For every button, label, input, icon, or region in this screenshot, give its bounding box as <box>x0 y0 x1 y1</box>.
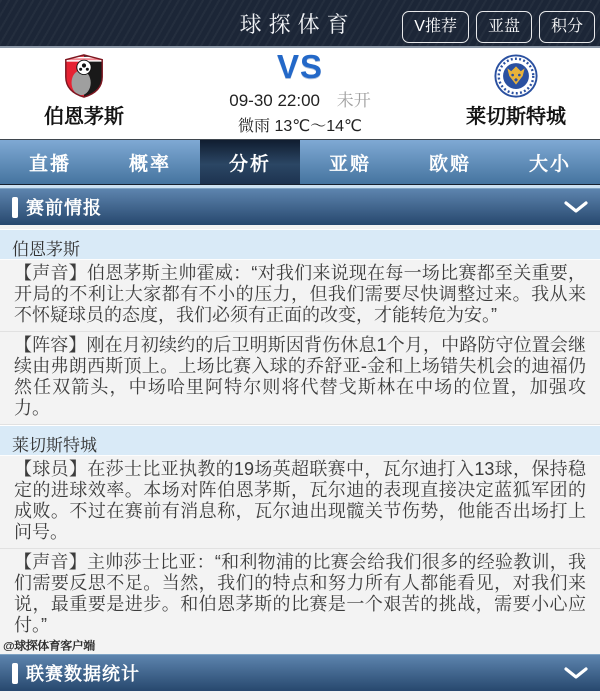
tab-over-under[interactable]: 大小 <box>528 153 571 175</box>
away-team-name: 莱切斯特城 <box>466 106 566 128</box>
standings-button[interactable]: 积分 <box>539 11 595 43</box>
section-header-league-stats[interactable] <box>0 654 600 691</box>
away-team-subheader: 莱切斯特城 <box>0 425 600 456</box>
tab-euro-odds[interactable]: 欧赔 <box>428 153 471 175</box>
kickoff-time-row <box>229 86 370 111</box>
home-team-name: 伯恩茅斯 <box>44 106 124 128</box>
home-lineup-paragraph: 【阵容】刚在月初续约的后卫明斯因背伤休息1个月，中路防守位置会继续由弗朗西斯顶上。上场比赛入球的乔舒亚-金和上场错失机会的迪福仍然任双箭头，中场哈里阿特尔则将代替戈斯林在中场的位置，加强攻力。 <box>0 332 600 425</box>
chevron-down-icon <box>564 201 588 214</box>
header-button-group <box>402 11 600 43</box>
source-credit: @球探体育客户端 <box>3 639 95 653</box>
section-marker-bar <box>12 663 18 684</box>
tab-analysis[interactable]: 分析 <box>200 140 300 184</box>
analysis-content <box>0 229 600 654</box>
weather-info: 微雨 13℃～14℃ <box>238 118 362 135</box>
away-team-crest-icon <box>493 53 539 99</box>
v-recommend-button[interactable]: V推荐 <box>402 11 469 43</box>
match-status-badge: 未开 <box>336 91 371 110</box>
app-title: 球探体育 <box>239 12 356 37</box>
match-info <box>168 48 432 139</box>
asian-handicap-button[interactable]: 亚盘 <box>476 11 532 43</box>
section-header-pre-match-intel[interactable] <box>0 188 600 225</box>
away-player-paragraph: 【球员】在莎士比亚执教的19场英超联赛中，瓦尔迪打入13球，保持稳定的进球效率。本场对阵伯恩茅斯，瓦尔迪的表现直接决定蓝狐军团的成败。不过在赛前有消息称，瓦尔迪出现髋关节伤势，他能否出场打上问号。 <box>0 456 600 549</box>
tab-probability[interactable]: 概率 <box>128 153 171 175</box>
match-header <box>0 48 600 139</box>
home-team-crest-icon <box>61 53 107 99</box>
vs-label: VS <box>276 48 324 85</box>
away-quote-paragraph: 【声音】主帅莎士比亚：“和利物浦的比赛会给我们很多的经验教训，我们需要反思不足。当然，我们的特点和努力所有人都能看见，对我们来说，最重要是进步。和伯恩茅斯的比赛是一个艰苦的挑战，需要小心应付。” <box>14 552 586 635</box>
section-marker-bar <box>12 197 18 218</box>
tab-asian-odds[interactable]: 亚赔 <box>328 153 371 175</box>
match-tab-bar <box>0 139 600 185</box>
away-team <box>432 48 600 139</box>
home-team <box>0 48 168 139</box>
kickoff-datetime: 09-30 22:00 <box>229 91 320 110</box>
home-team-subheader: 伯恩茅斯 <box>0 229 600 260</box>
section-title: 联赛数据统计 <box>26 664 140 684</box>
section-title: 赛前情报 <box>26 198 102 218</box>
chevron-down-icon <box>564 667 588 680</box>
tab-live[interactable]: 直播 <box>28 153 71 175</box>
app-header <box>0 0 600 48</box>
home-quote-paragraph: 【声音】伯恩茅斯主帅霍威：“对我们来说现在每一场比赛都至关重要，开局的不利让大家都有不小的压力，但我们需要尽快调整过来。我从来不怀疑球员的态度，我们必须有正面的改变，才能转危为安。” <box>0 260 600 332</box>
